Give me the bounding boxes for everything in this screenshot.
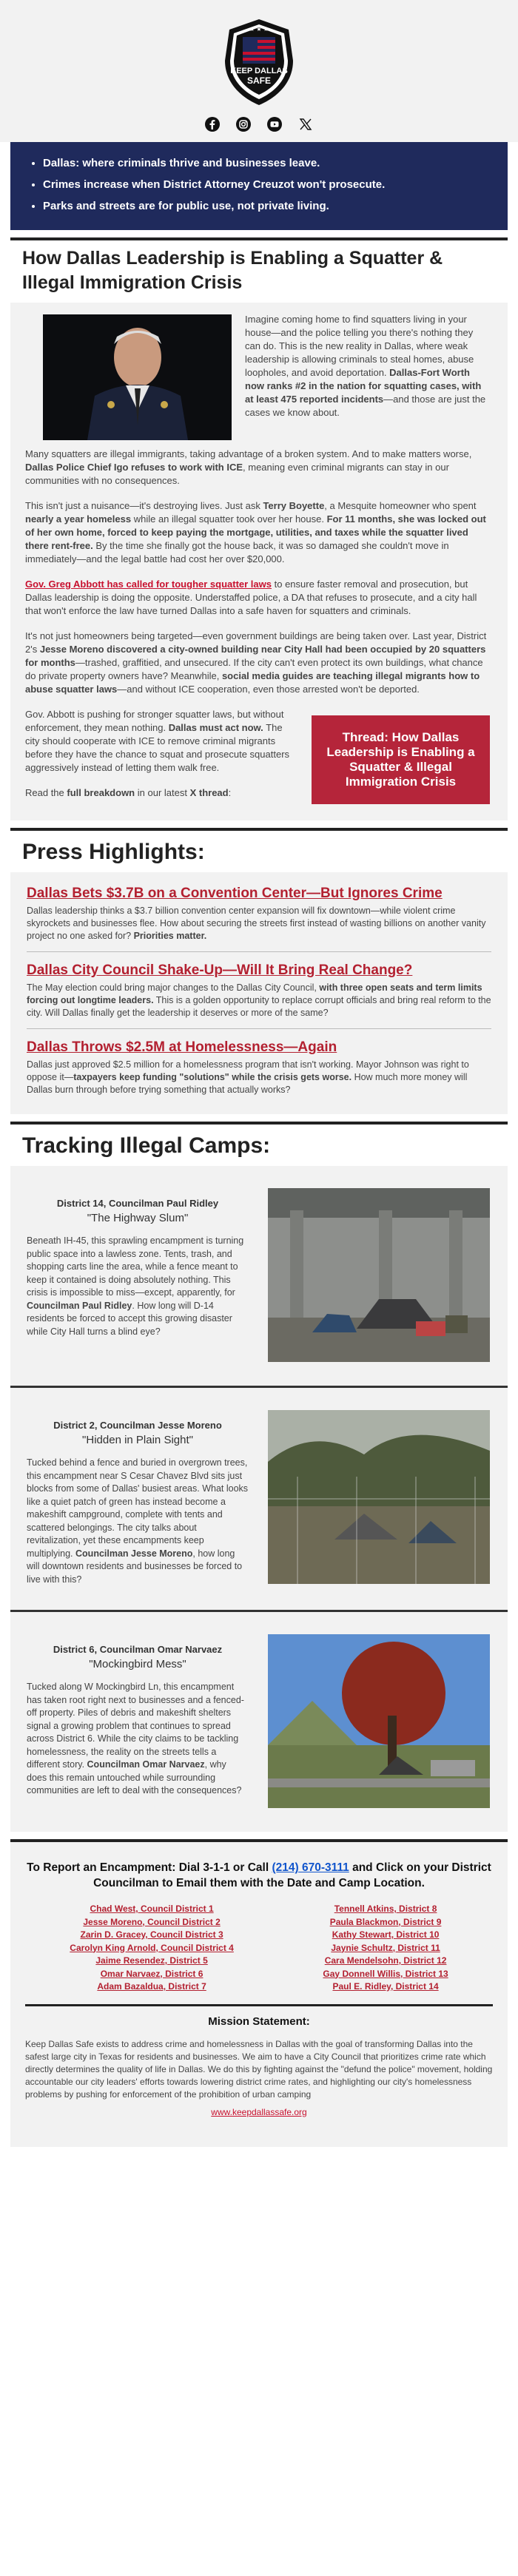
- camp-district: District 2, Councilman Jesse Moreno: [53, 1420, 222, 1431]
- camp-item: [10, 1166, 508, 1388]
- article-section: [10, 240, 508, 820]
- article-paragraph: It's not just homeowners being targeted—even government buildings are being taken over. Last year, District 2's Jesse Moreno discovered a city-owned building near City Hall had been occupied by 20 squatters for months—trashed, graffitied, and unsecured. If the city can't even protect its own buildings, what chance do private property owners have? Meanwhile, social media guides are teaching illegal migrants how to abuse squatter laws—and without ICE cooperation, even those arrested won't be deported.: [25, 630, 487, 695]
- key-point: • Crimes increase when District Attorney Creuzot won't prosecute.: [43, 178, 496, 191]
- x-thread-button[interactable]: Thread: How Dallas Leadership is Enabling a Squatter & Illegal Immigration Crisis: [312, 715, 490, 804]
- social-links: [0, 107, 518, 142]
- facebook-icon[interactable]: [205, 117, 220, 132]
- council-email-link[interactable]: Jesse Moreno, Council District 2: [83, 1916, 221, 1927]
- press-item: Dallas Bets $3.7B on a Convention Center—But Ignores Crime Dallas leadership thinks a $3.7 billion convention center expansion will fix downtown—while violent crime skyrockets and businesses flee. How about securing the streets first instead of wasting billions on another vanity project no one asked for? Priorities matter.: [27, 881, 491, 952]
- article-body: [10, 303, 508, 820]
- highway-encampment-photo: [268, 1188, 490, 1362]
- instagram-icon[interactable]: [236, 117, 251, 132]
- council-email-link[interactable]: Carolyn King Arnold, Council District 4: [70, 1942, 234, 1953]
- council-email-link[interactable]: Kathy Stewart, District 10: [332, 1929, 440, 1940]
- council-email-link[interactable]: Chad West, Council District 1: [90, 1904, 214, 1914]
- camps-heading: Tracking Illegal Camps:: [10, 1125, 508, 1166]
- council-email-link[interactable]: Omar Narvaez, District 6: [100, 1968, 204, 1979]
- logo-text-line2: SAFE: [246, 75, 271, 86]
- council-email-link[interactable]: Jaynie Schultz, District 11: [331, 1942, 440, 1953]
- header: [0, 0, 518, 142]
- council-column-right: [323, 1903, 448, 1994]
- camp-nickname: "Hidden in Plain Sight": [82, 1433, 193, 1446]
- press-item: Dallas Throws $2.5M at Homelessness—Again Dallas just approved $2.5 million for a homelessness program that isn't working. Mayor Johnson was right to oppose it—taxpayers keep funding "solutions" while the crisis gets worse. How much more money will Dallas burn through before trying something that actually works?: [27, 1035, 491, 1105]
- report-heading: To Report an Encampment: Dial 3-1-1 or Call (214) 670-3111 and Click on your District Councilman to Email them with the Date and Camp Location.: [27, 1861, 491, 1889]
- press-list: [10, 872, 508, 1114]
- camp-description: Tucked behind a fence and buried in overgrown trees, this encampment near S Cesar Chavez Blvd sits just blocks from some of Dallas' busiest areas. What looks like a quiet patch of green has instead become a makeshift campground, complete with tents and scattered belongings. The city talks about revitalization, yet these encampments keep multiplying. Councilman Jesse Moreno, how long will downtown residents and businesses be forced to live with this?: [27, 1457, 249, 1585]
- mission-divider: [25, 2004, 493, 2006]
- svg-text:★ ★ ★: ★ ★ ★: [249, 26, 269, 33]
- camp-nickname: "The Highway Slum": [87, 1211, 189, 1224]
- report-section: [10, 1842, 508, 2147]
- press-section: [10, 831, 508, 1114]
- council-email-link[interactable]: Adam Bazaldua, District 7: [97, 1981, 206, 1992]
- press-item-link[interactable]: Dallas Throws $2.5M at Homelessness—Again: [27, 1039, 337, 1055]
- council-email-link[interactable]: Jaime Resendez, District 5: [95, 1955, 208, 1966]
- mission-body: Keep Dallas Safe exists to address crime and homelessness in Dallas with the goal of transforming Dallas into the safest large city in Texas for residents and businesses. We aim to have a City Council that prioritizes crime rate which directly determines the quality of life in Dallas. We do this by fighting against the "defund the police" movement, holding accountable our city leaders' efforts towards lowering district crime rates, and highlighting our city's homelessness problems by pushing for enforcement of the prohibition of urban camping: [25, 2038, 493, 2100]
- x-icon[interactable]: [298, 117, 313, 132]
- mission-section: [25, 2015, 493, 2140]
- council-column-left: [70, 1903, 234, 1994]
- article-paragraph: Gov. Abbott is pushing for stronger squatter laws, but without enforcement, they mean nothing. Dallas must act now. The city should cooperate with ICE to remove criminal migrants before they have the chance to squat and prosecute squatters aggressively instead of letting them walk free.: [25, 709, 290, 773]
- article-paragraph: Gov. Greg Abbott has called for tougher squatter laws to ensure faster removal and prosecution, but Dallas leadership is doing the opposite. Understaffed police, a DA that refuses to prosecute, and a city hall that won't enforce the law have turned Dallas into a safe haven for squatters and criminals.: [25, 579, 477, 616]
- camp-item: [10, 1612, 508, 1832]
- key-point: • Parks and streets are for public use, not private living.: [43, 200, 496, 212]
- website-link[interactable]: www.keepdallassafe.org: [211, 2106, 307, 2117]
- article-paragraph: Many squatters are illegal immigrants, taking advantage of a broken system. And to make matters worse, Dallas Police Chief Igo refuses to work with ICE, meaning even criminal migrants can stay in our communities with no consequences.: [25, 448, 472, 486]
- article-paragraph: This isn't just a nuisance—it's destroying lives. Just ask Terry Boyette, a Mesquite homeowner who spent nearly a year homeless while an illegal squatter took over her house. For 11 months, she was locked out of her own home, forced to keep paying the mortgage, utilities, and taxes while the squatter lived there rent-free. By the time she finally got the house back, it was so damaged she couldn't move in immediately—and the legal battle had cost her over $20,000.: [25, 500, 486, 564]
- council-email-link[interactable]: Gay Donnell Willis, District 13: [323, 1968, 448, 1979]
- camps-section: [10, 1125, 508, 1832]
- mockingbird-encampment-photo: [268, 1634, 490, 1808]
- keep-dallas-safe-logo[interactable]: [222, 18, 296, 107]
- intro-text: Imagine coming home to find squatters living in your house—and the police telling you there's nothing they can do. This is the new reality in Dallas, where weak leadership is allowing criminals to steal homes, abuse loopholes, and avoid deportation.: [245, 314, 474, 378]
- council-email-link[interactable]: Paula Blackmon, District 9: [329, 1916, 442, 1927]
- camp-description: Beneath IH-45, this sprawling encampment is turning public space into a lawless zone. Tents, trash, and shopping carts line the area, while a fence meant to keep it contained is doing absolutely nothing. This crisis is impossible to miss—except, apparently, for Councilman Paul Ridley. How long will D-14 residents be forced to accept this growing disaster while City Hall turns a blind eye?: [27, 1235, 244, 1337]
- key-points-banner: [10, 142, 508, 230]
- key-point: • Dallas: where criminals thrive and businesses leave.: [43, 157, 496, 169]
- youtube-icon[interactable]: [267, 117, 282, 132]
- logo-text-line1: KEEP DALLAS: [230, 67, 288, 75]
- intro-end: —and those are just the cases we know about.: [245, 394, 486, 418]
- fenced-encampment-photo: [268, 1410, 490, 1584]
- press-item: Dallas City Council Shake-Up—Will It Bring Real Change? The May election could bring major changes to the Dallas City Council, with three open seats and term limits forcing out longtime leaders. This is a golden opportunity to replace corrupt officials and bring real reform to the city. Will Dallas finally get the leadership it deserves or more of the same?: [27, 958, 491, 1029]
- intro-bold: Dallas-Fort Worth now ranks #2 in the nation for squatting cases, with at least 475 reported incidents: [245, 367, 482, 405]
- article-title: How Dallas Leadership is Enabling a Squatter & Illegal Immigration Crisis: [10, 240, 508, 303]
- council-email-link[interactable]: Cara Mendelsohn, District 12: [324, 1955, 447, 1966]
- camp-item: [10, 1388, 508, 1612]
- report-phone-link[interactable]: (214) 670-3111: [272, 1861, 349, 1874]
- council-email-link[interactable]: Zarin D. Gracey, Council District 3: [80, 1929, 223, 1940]
- camps-list: [10, 1166, 508, 1832]
- press-heading: Press Highlights:: [10, 831, 508, 872]
- camp-description: Tucked along W Mockingbird Ln, this encampment has taken root right next to businesses and a fenced-off property. Piles of debris and makeshift shelters signal a growing problem that continues to spread across District 6. While the city claims to be tackling homelessness, the reality on the streets tells a different story. Councilman Omar Narvaez, why does this remain untouched while surrounding communities are left to deal with the consequences?: [27, 1682, 244, 1796]
- mission-heading: Mission Statement:: [208, 2014, 310, 2028]
- council-email-link[interactable]: Tennell Atkins, District 8: [334, 1904, 437, 1914]
- camp-nickname: "Mockingbird Mess": [89, 1657, 186, 1670]
- abbott-squatter-laws-link[interactable]: Gov. Greg Abbott has called for tougher squatter laws: [25, 579, 272, 590]
- police-badge-icon: [222, 18, 296, 107]
- article-paragraph: Read the full breakdown in our latest X thread:: [25, 787, 232, 798]
- council-email-link[interactable]: Paul E. Ridley, District 14: [332, 1981, 439, 1992]
- council-list: [25, 1903, 493, 1994]
- press-item-link[interactable]: Dallas City Council Shake-Up—Will It Bring Real Change?: [27, 962, 413, 978]
- police-chief-photo: [43, 314, 232, 440]
- press-item-link[interactable]: Dallas Bets $3.7B on a Convention Center—But Ignores Crime: [27, 886, 443, 901]
- camp-district: District 6, Councilman Omar Narvaez: [53, 1644, 223, 1655]
- key-points-list: [31, 157, 496, 212]
- camp-district: District 14, Councilman Paul Ridley: [56, 1198, 219, 1209]
